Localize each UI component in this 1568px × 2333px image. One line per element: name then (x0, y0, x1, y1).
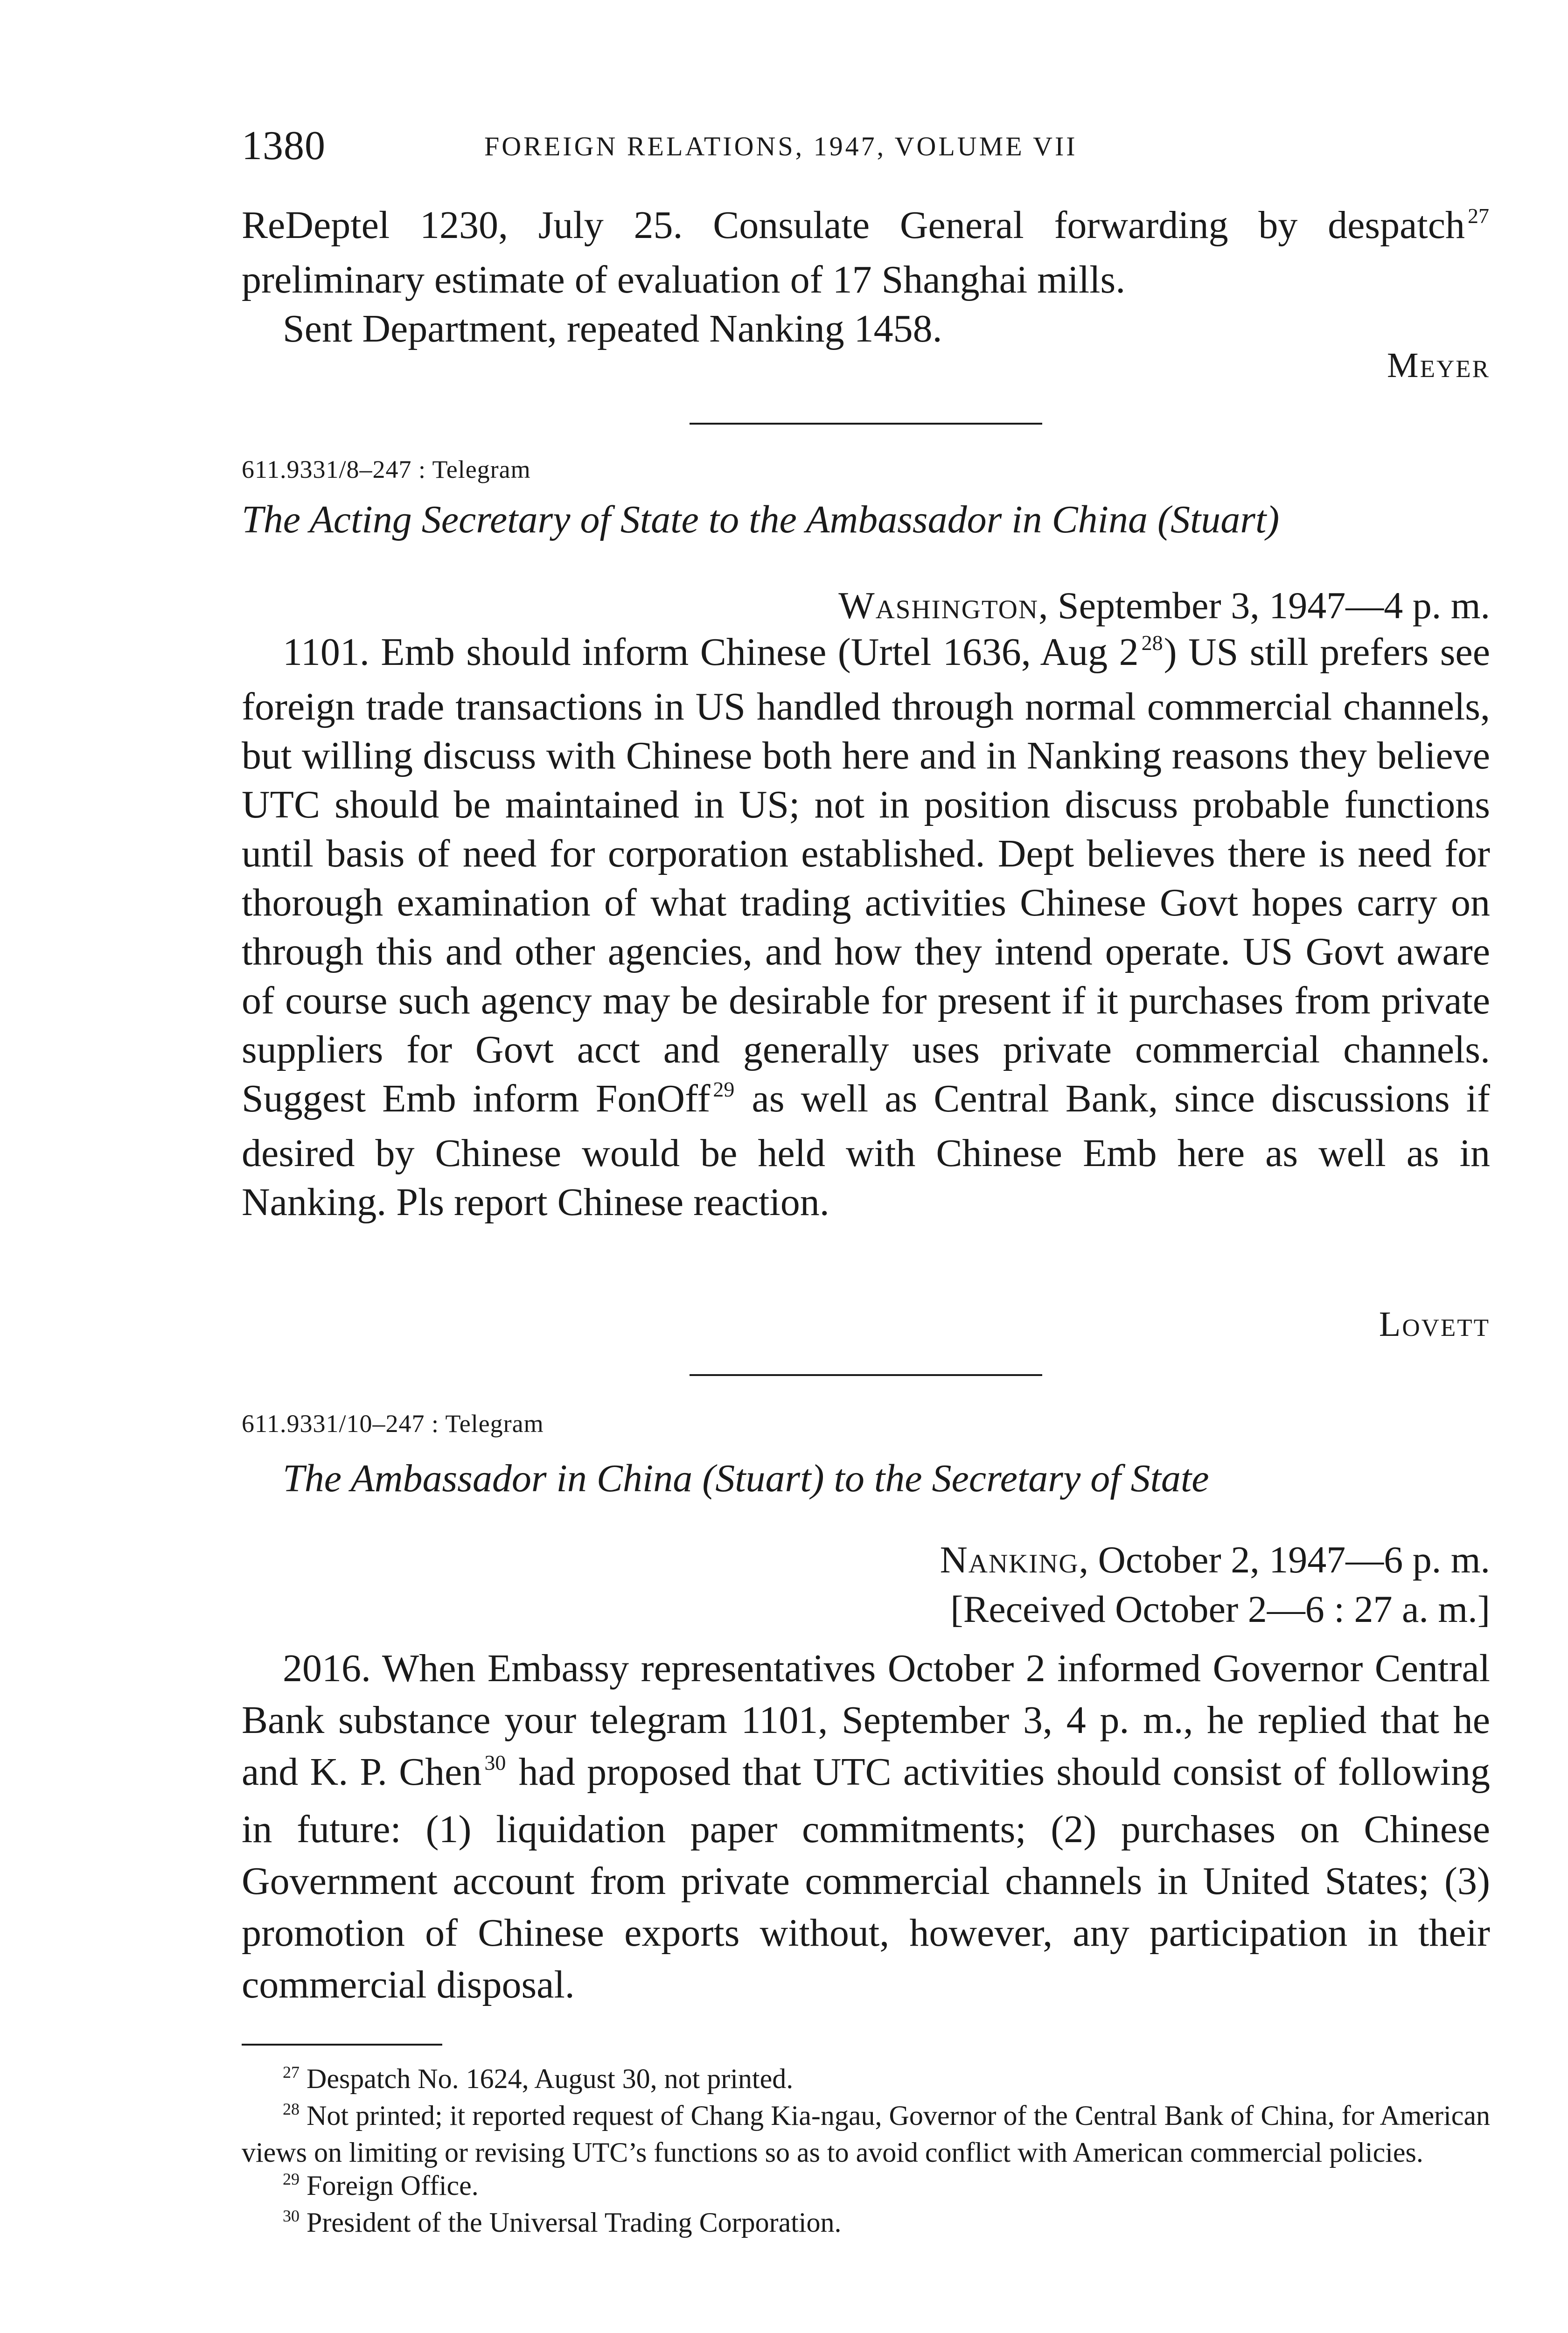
section-divider (690, 1374, 1042, 1376)
doc3-file-ref: 611.9331/10–247 : Telegram (242, 1410, 544, 1438)
footnote-ref-27[interactable]: 27 (1468, 204, 1489, 228)
doc2-signature-row (242, 1304, 1490, 1351)
doc3-place: Nanking (940, 1538, 1079, 1581)
doc1-routing: Sent Department, repeated Nanking 1458. (283, 307, 942, 350)
doc1-signature-row (242, 345, 1490, 392)
section-divider (690, 423, 1042, 425)
running-title: FOREIGN RELATIONS, 1947, VOLUME VII (484, 131, 1078, 161)
footnote-rule (242, 2044, 442, 2046)
doc2-paragraph: 1101. Emb should inform Chinese (Urtel 1636, Aug 2 $^{28}$) US still prefers see foreign trade transactions in US handled through normal commercial channels, but willing discuss with Chinese both here and in Nanking reasons they believe UTC should be maintained in US; not in position discuss probable functions until basis of need for corporation established. Dept believes there is need for thorough examination of what trading activities Chinese Govt hopes carry on through this and other agencies, and how they intend operate. US Govt aware of course such agency may be desirable for present if it purchases from private suppliers for Govt acct and generally uses private commercial channels. Suggest Emb inform FonOff $^{29}$ as well as Central Bank, since discussions if desired by Chinese would be held with Chinese Emb here as well as in Nanking. Pls report Chinese reaction. (242, 630, 1490, 1224)
doc3-title-row (242, 1456, 1490, 1507)
doc3-date: , October 2, 1947—6 p. m. (1079, 1538, 1490, 1581)
doc2-signature: Lovett (1379, 1305, 1490, 1344)
page-number: 1380 (242, 123, 326, 168)
footnote-ref-30[interactable]: 30 (484, 1751, 506, 1774)
running-head (242, 122, 1490, 174)
footnote-30: $^{30}$ President of the Universal Trading Corporation. (283, 2207, 842, 2238)
doc2-header (242, 455, 1490, 492)
doc3-dateline-row (242, 1535, 1490, 1642)
doc3-paragraph: 2016. When Embassy representatives October 2 informed Governor Central Bank substance your telegram 1101, September 3, 4 p. m., he replied that he and K. P. Chen $^{30}$ had proposed that UTC activities should consist of following in future: (1) liquidation paper commitments; (2) purchases on Chinese Government account from private commercial channels in United States; (3) promotion of Chinese exports without, however, any participation in their commercial disposal. (242, 1647, 1491, 2006)
doc2-dateline (838, 581, 1490, 630)
footnote-27: $^{27}$ Despatch No. 1624, August 30, not printed. (283, 2063, 794, 2094)
doc2-date: , September 3, 1947—4 p. m. (1038, 584, 1490, 627)
doc2-body (242, 628, 1490, 1227)
doc1-paragraph: ReDeptel 1230, July 25. Consulate General forwarding by despatch $^{27}$ preliminary estimate of evaluation of 17 Shanghai mills. (242, 203, 1489, 301)
doc2-title-row (242, 497, 1490, 548)
doc2-dateline-row (242, 581, 1490, 632)
doc3-received: [Received October 2—6 : 27 a. m.] (950, 1588, 1490, 1630)
doc2-file-ref: 611.9331/8–247 : Telegram (242, 455, 531, 483)
footnote-ref-28[interactable]: 28 (1141, 631, 1163, 655)
doc2-place: Washington (838, 584, 1039, 627)
doc3-dateline (940, 1535, 1490, 1634)
footnote-29: $^{29}$ Foreign Office. (283, 2170, 479, 2201)
doc2-title: The Acting Secretary of State to the Ambassador in China (Stuart) (242, 498, 1280, 541)
doc3-body (242, 1642, 1490, 2011)
doc1-signature: Meyer (1387, 346, 1490, 385)
doc3-title: The Ambassador in China (Stuart) to the Secretary of State (283, 1457, 1209, 1500)
footnote-28: $^{28}$ Not printed; it reported request of Chang Kia-ngau, Governor of the Central Bank of China, for American views on limiting or revising UTC’s functions so as to avoid conflict with American commercial policies. (242, 2100, 1490, 2168)
doc1-body (242, 201, 1490, 353)
footnotes (242, 2044, 1490, 2243)
footnote-ref-29[interactable]: 29 (713, 1077, 735, 1101)
doc3-header (242, 1409, 1490, 1446)
